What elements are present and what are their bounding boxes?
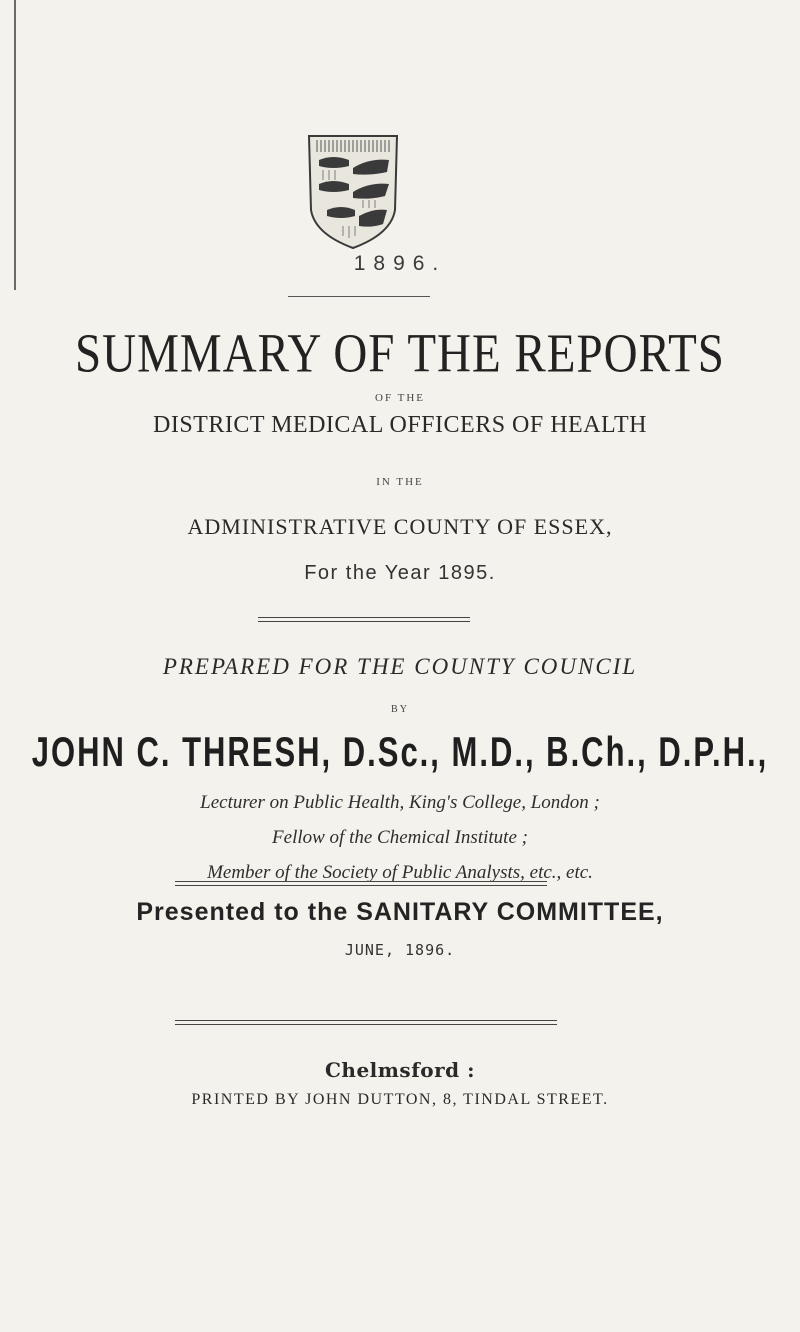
divider-short [288, 296, 430, 297]
district-heading: DISTRICT MEDICAL OFFICERS OF HEALTH [153, 412, 647, 438]
document-title: SUMMARY OF THE REPORTS [75, 323, 725, 385]
in-the-label: IN THE [376, 476, 424, 488]
of-the-label: OF THE [375, 392, 425, 404]
crest-icon [303, 130, 403, 250]
prepared-for-line: PREPARED FOR THE COUNTY COUNCIL [162, 654, 638, 679]
publication-place: Chelmsford : [324, 1058, 475, 1082]
year-heading: 1896. [353, 252, 447, 275]
presented-line: Presented to the SANITARY COMMITTEE, [136, 898, 664, 926]
presentation-date: JUNE, 1896. [344, 941, 456, 959]
for-year-line: For the Year 1895. [304, 562, 496, 584]
author-name: JOHN C. THRESH, D.Sc., M.D., B.Ch., D.P.H., [31, 728, 769, 776]
by-label: BY [391, 704, 409, 715]
author-credential-2: Fellow of the Chemical Institute ; [272, 827, 528, 848]
divider-double-3 [175, 1020, 557, 1025]
author-credential-1: Lecturer on Public Health, King's College, London ; [200, 792, 600, 813]
page-edge-line [14, 0, 16, 290]
divider-double-1 [258, 617, 470, 622]
printer-line: PRINTED BY JOHN DUTTON, 8, TINDAL STREET. [191, 1091, 609, 1108]
county-heading: ADMINISTRATIVE COUNTY OF ESSEX, [187, 514, 613, 539]
divider-double-2 [175, 881, 547, 886]
author-credential-3: Member of the Society of Public Analysts, etc., etc. [207, 862, 593, 883]
